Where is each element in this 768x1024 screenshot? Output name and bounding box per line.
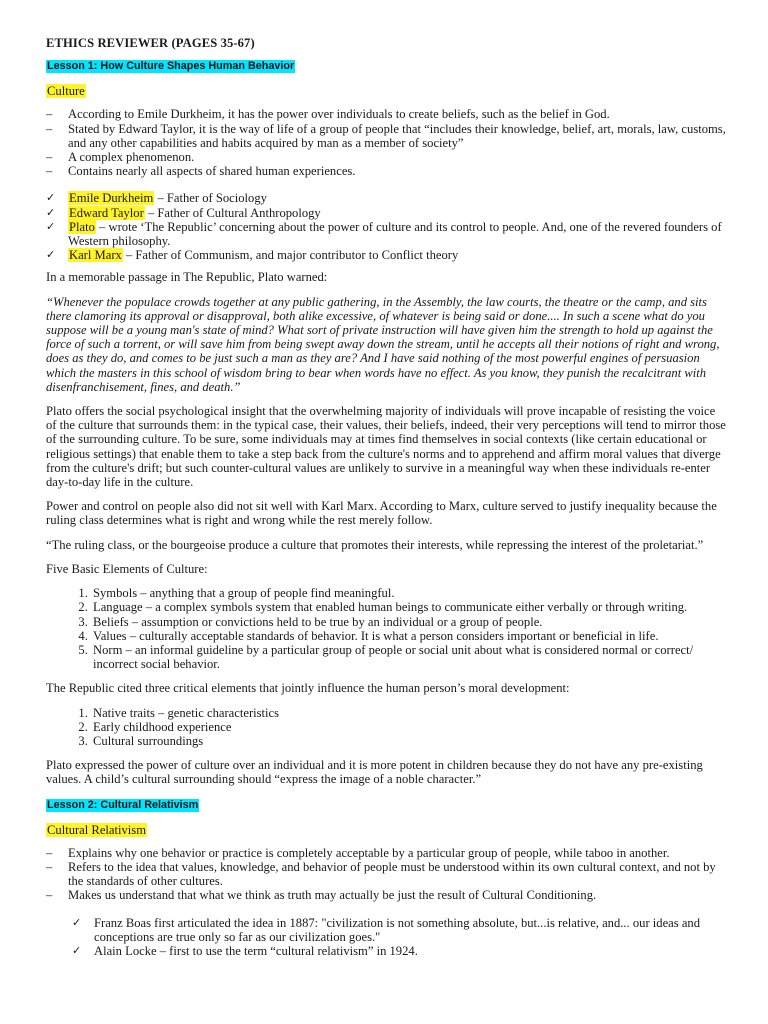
list-item: 3. Beliefs – assumption or convictions held to be true by an individual or a group of people.: [91, 615, 728, 629]
person-desc: – Father of Communism, and major contributor to Conflict theory: [122, 248, 459, 263]
plato-quote: “Whenever the populace crowds together at any public gathering, in the Assembly, the law courts, the theatre or the camp, and sits there clamoring its approval or disapproval, both alike excessive, of whatever is being said or done.... In such a scene what do you suppose will be a young man's state of mind? What sort of private instruction will have given him the strength to hold up against the force of such a torrent, or will save him from being swept away down the stream, until he accepts all their notions of right and wrong, does as they do, and comes to be just such a man as they are? And I have said nothing of the most powerful engines of persuasion which the masters in this school of wisdom bring to bear when words have no effect. As you know, they punish the recalcitrant with disenfranchisement, fines, and death.”: [46, 294, 720, 394]
person-name: Emile Durkheim: [69, 191, 154, 206]
plato-power-paragraph: Plato expressed the power of culture over an individual and it is more potent in children because they do not have any pre-existing values. A child’s cultural surrounding should “express the image of a noble character.”: [46, 758, 703, 787]
list-item: – Stated by Edward Taylor, it is the way of life of a group of people that “includes their knowledge, belief, art, morals, law, customs, and any other capabilities and habits acquired by man as a member of society”: [46, 122, 728, 150]
relativism-checks-list: [72, 916, 728, 959]
culture-points-list: [46, 107, 728, 178]
list-item: 1. Native traits – genetic characteristics: [91, 706, 728, 720]
person-name: Karl Marx: [69, 248, 122, 263]
marx-paragraph: Power and control on people also did not sit well with Karl Marx. According to Marx, culture served to justify inequality because the ruling class determines what is right and wrong while the rest merely follow.: [46, 499, 717, 528]
list-item: – Explains why one behavior or practice is completely acceptable by a particular group of people, while taboo in another.: [46, 846, 728, 860]
list-item: ✓ Alain Locke – first to use the term “cultural relativism” in 1924.: [72, 944, 728, 958]
elements-intro: Five Basic Elements of Culture:: [46, 561, 208, 576]
person-desc: – Father of Cultural Anthropology: [144, 205, 321, 220]
list-item: ✓ Franz Boas first articulated the idea in 1887: "civilization is not something absolute, but...is relative, and... our ideas and conceptions are true only so far as our civilization goes.": [72, 916, 728, 944]
list-item: 2. Language – a complex symbols system that enabled human beings to communicate either verbally or through writing.: [91, 600, 728, 614]
list-item: 1. Symbols – anything that a group of people find meaningful.: [91, 586, 728, 600]
republic-intro: The Republic cited three critical elements that jointly influence the human person’s moral development:: [46, 681, 570, 696]
person-desc: – wrote ‘The Republic’ concerning about the power of culture and its control to people. And, one of the revered founders of Western philosophy.: [68, 219, 722, 249]
republic-elements-list: [46, 706, 728, 749]
culture-elements-list: [46, 586, 728, 671]
page-content: [46, 36, 728, 966]
list-item: [46, 206, 728, 220]
list-item: – According to Emile Durkheim, it has the power over individuals to create beliefs, such as the belief in God.: [46, 107, 728, 121]
list-item: 2. Early childhood experience: [91, 720, 728, 734]
list-item: [46, 248, 728, 262]
list-item: – Refers to the idea that values, knowledge, and behavior of people must be understood within its own cultural context, and not by the standards of other cultures.: [46, 860, 728, 888]
list-item: 3. Cultural surroundings: [91, 734, 728, 748]
plato-intro: In a memorable passage in The Republic, Plato warned:: [46, 270, 328, 285]
person-desc: – Father of Sociology: [154, 191, 267, 206]
ruling-class-quote: “The ruling class, or the bourgeoise produce a culture that promotes their interests, while repressing the interest of the proletariat.”: [46, 537, 704, 552]
list-item: – A complex phenomenon.: [46, 150, 728, 164]
plato-insight-paragraph: Plato offers the social psychological insight that the overwhelming majority of individuals will prove incapable of resisting the voice of the culture that surrounds them: in the typical case, their values, their beliefs, indeed, their very perceptions will tend to mirror those of the surrounding culture. To be sure, some individuals may at times find themselves in social contexts (like certain educational or religious settings) that enable them to take a step back from the culture's norms and to apprehend and affirm moral values that diverge from the culture's drift; but such counter-cultural values are unlikely to survive in a meaningful way when these individuals re-enter day-to-day life in the culture.: [46, 404, 726, 490]
person-name: Plato: [69, 219, 95, 234]
document-title: ETHICS REVIEWER (PAGES 35-67): [46, 36, 255, 50]
list-item: – Contains nearly all aspects of shared human experiences.: [46, 164, 728, 178]
lesson-2-heading: Lesson 2: Cultural Relativism: [47, 798, 199, 811]
list-item: – Makes us understand that what we think as truth may actually be just the result of Cultural Conditioning.: [46, 888, 728, 902]
list-item: [46, 220, 728, 248]
person-name: Edward Taylor: [69, 205, 144, 220]
lesson-1-heading: Lesson 1: How Culture Shapes Human Behavior: [47, 60, 295, 73]
people-list: [46, 191, 728, 262]
cultural-relativism-heading: Cultural Relativism: [47, 822, 146, 837]
list-item: 5. Norm – an informal guideline by a particular group of people or social unit about what is considered normal or correct/ incorrect social behavior.: [91, 643, 728, 671]
culture-heading: Culture: [47, 84, 85, 99]
relativism-points-list: [46, 846, 728, 903]
list-item: [46, 191, 728, 205]
list-item: 4. Values – culturally acceptable standards of behavior. It is what a person considers important or beneficial in life.: [91, 629, 728, 643]
